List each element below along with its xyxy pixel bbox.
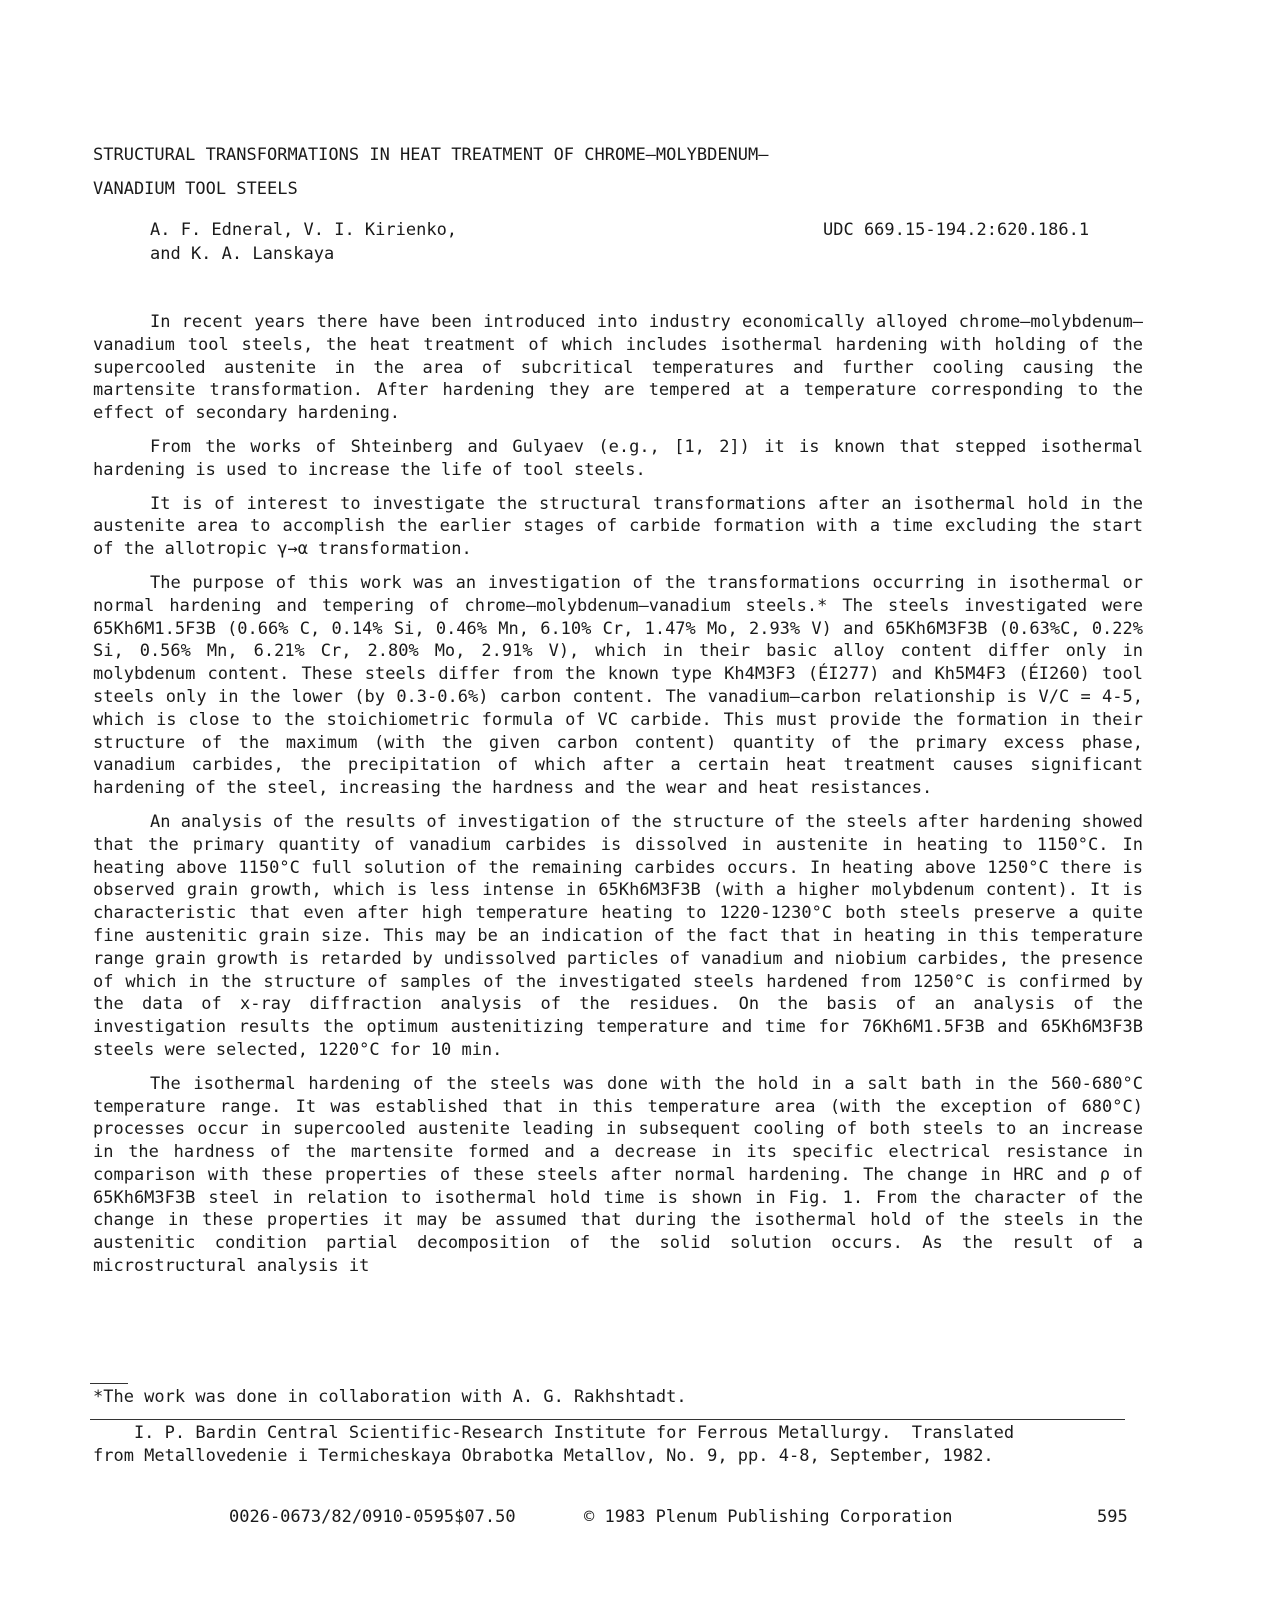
- publication-code: 0026-0673/82/0910-0595$07.50: [229, 1507, 516, 1527]
- body-paragraph-2: From the works of Shteinberg and Gulyaev (e.g., [1, 2]) it is known that stepped isothermal hardening is used to increase the life of tool steels.: [93, 436, 1143, 480]
- udc-code: UDC 669.15-194.2:620.186.1: [823, 220, 1090, 240]
- article-title-line-2: VANADIUM TOOL STEELS: [93, 179, 298, 199]
- author-list: [150, 218, 457, 266]
- affiliation-line-1: I. P. Bardin Central Scientific-Research Institute for Ferrous Metallurgy. Translated: [93, 1423, 1015, 1443]
- page-number: 595: [1097, 1507, 1128, 1527]
- body-paragraph-4: The purpose of this work was an investigation of the transformations occurring in isothermal or normal hardening and tempering of chrome—molybdenum—vanadium steels.* The steels investigated were 65Kh6M1.5F3B (0.66% C, 0.14% Si, 0.46% Mn, 6.10% Cr, 1.47% Mo, 2.93% V) and 65Kh6M3F3B (0.63%C, 0.22% Si, 0.56% Mn, 6.21% Cr, 2.80% Mo, 2.91% V), which in their basic alloy content differ only in molybdenum content. These steels differ from the known type Kh4M3F3 (ÉI277) and Kh5M4F3 (ÉI260) tool steels only in the lower (by 0.3-0.6%) carbon content. The vanadium—carbon relationship is V/C = 4-5, which is close to the stoichiometric formula of VC carbide. This must provide the formation in their structure of the maximum (with the given carbon content) quantity of the primary excess phase, vanadium carbides, the precipitation of which after a certain heat treatment causes significant hardening of the steel, increasing the hardness and the wear and heat resistances.: [93, 572, 1143, 799]
- body-paragraph-6: The isothermal hardening of the steels was done with the hold in a salt bath in the 560-680°C temperature range. It was established that in this temperature area (with the exception of 680°C) processes occur in supercooled austenite leading in subsequent cooling of both steels to an increase in the hardness of the martensite formed and a decrease in its specific electrical resistance in comparison with these properties of these steels after normal hardening. The change in HRC and ρ of 65Kh6M3F3B steel in relation to isothermal hold time is shown in Fig. 1. From the character of the change in these properties it may be assumed that during the isothermal hold of the steels in the austenitic condition partial decomposition of the solid solution occurs. As the result of a microstructural analysis it: [93, 1073, 1143, 1277]
- article-title-line-1: STRUCTURAL TRANSFORMATIONS IN HEAT TREATMENT OF CHROME—MOLYBDENUM—: [93, 145, 769, 165]
- affiliation-note: [93, 1422, 1133, 1468]
- footnote: *The work was done in collaboration with A. G. Rakhshtadt.: [93, 1387, 687, 1407]
- affiliation-line-2: from Metallovedenie i Termicheskaya Obrabotka Metallov, No. 9, pp. 4-8, September, 1982.: [93, 1446, 994, 1466]
- body-paragraph-1: In recent years there have been introduced into industry economically alloyed chrome—molybdenum—vanadium tool steels, the heat treatment of which includes isothermal hardening with holding of the supercooled austenite in the area of subcritical temperatures and further cooling causing the martensite transformation. After hardening they are tempered at a temperature corresponding to the effect of secondary hardening.: [93, 312, 1143, 424]
- copyright-notice: © 1983 Plenum Publishing Corporation: [584, 1507, 953, 1527]
- author-line-2: and K. A. Lanskaya: [150, 244, 335, 264]
- author-line-1: A. F. Edneral, V. I. Kirienko,: [150, 220, 458, 240]
- article-title: [93, 138, 1153, 206]
- body-paragraph-3: It is of interest to investigate the structural transformations after an isothermal hold in the austenite area to accomplish the earlier stages of carbide formation with a time excluding the start of the allotropic γ→α transformation.: [93, 493, 1143, 560]
- body-paragraph-5: An analysis of the results of investigation of the structure of the steels after hardening showed that the primary quantity of vanadium carbides is dissolved in austenite in heating to 1150°C. In heating above 1150°C full solution of the remaining carbides occurs. In heating above 1250°C there is observed grain growth, which is less intense in 65Kh6M3F3B (with a higher molybdenum content). It is characteristic that even after high temperature heating to 1220-1230°C both steels preserve a quite fine austenitic grain size. This may be an indication of the fact that in heating in this temperature range grain growth is retarded by undissolved particles of vanadium and niobium carbides, the presence of which in the structure of samples of the investigated steels hardened from 1250°C is confirmed by the data of x-ray diffraction analysis of the residues. On the basis of an analysis of the investigation results the optimum austenitizing temperature and time for 76Kh6M1.5F3B and 65Kh6M3F3B steels were selected, 1220°C for 10 min.: [93, 811, 1143, 1060]
- footnote-divider: [90, 1383, 128, 1384]
- affiliation-divider: [90, 1419, 1125, 1420]
- article-body: [93, 311, 1143, 1289]
